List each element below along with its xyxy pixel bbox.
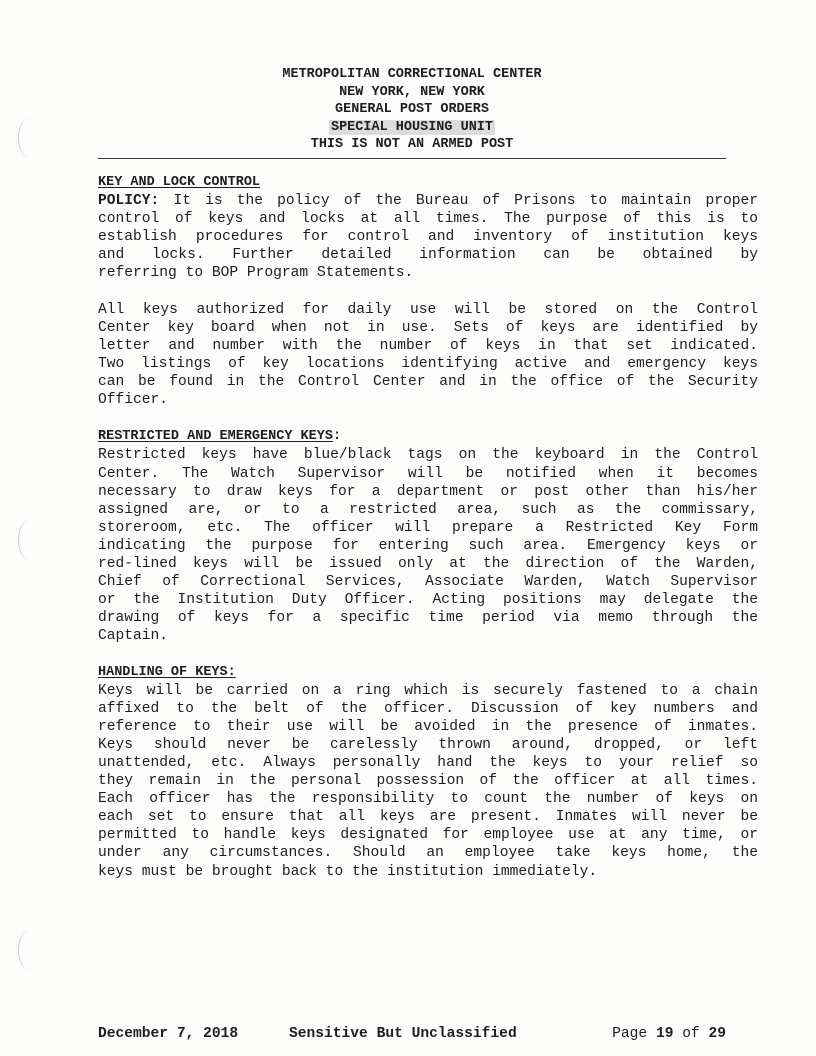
paragraph-line: under any circumstances. Should an employee take keys home, the [98, 845, 758, 862]
paragraph-line: Each officer has the responsibility to count the number of keys on [98, 791, 758, 808]
paragraph-line: All keys authorized for daily use will be stored on the Control [98, 301, 758, 318]
paragraph-line: or the Institution Duty Officer. Acting positions may delegate the [98, 592, 758, 609]
footer-page-number: Page 19 of 29 [612, 1026, 726, 1042]
paragraph-line: red-lined keys will be issued only at the direction of the Warden, [98, 555, 758, 572]
paragraph-line: can be found in the Control Center and in the office of the Security [98, 374, 758, 391]
paragraph-line: drawing of keys for a specific time period via memo through the [98, 610, 758, 627]
paragraph-line: Center. The Watch Supervisor will be notified when it becomes [98, 465, 758, 482]
paragraph-line: Captain. [98, 628, 169, 645]
paragraph-line: they remain in the personal possession of the officer at all times. [98, 773, 758, 790]
header-divider [98, 158, 726, 159]
paragraph-line: unattended, etc. Always personally hand the keys to your relief so [98, 755, 758, 771]
paragraph-line: storeroom, etc. The officer will prepare a Restricted Key Form [98, 519, 758, 536]
paragraph-line: reference to their use will be avoided in the presence of inmates. [98, 718, 758, 735]
paragraph-line: control of keys and locks at all times. The purpose of this is to [98, 211, 758, 228]
paragraph-line: and locks. Further detailed information can be obtained by [98, 247, 758, 264]
paragraph-line: Officer. [98, 392, 169, 409]
paragraph-line: Two listings of key locations identifying active and emergency keys [98, 355, 758, 372]
key-storage-paragraph [98, 301, 758, 410]
section-heading-handling: HANDLING OF KEYS: [98, 664, 236, 680]
paragraph-line: referring to BOP Program Statements. [98, 265, 414, 282]
punch-hole-mark [18, 520, 41, 560]
policy-label: POLICY: [98, 193, 160, 210]
section-heading-key-lock: KEY AND LOCK CONTROL [98, 175, 261, 190]
paragraph-line: indicating the purpose for entering such area. Emergency keys or [98, 537, 758, 554]
paragraph-line: Keys should never be carelessly thrown around, dropped, or left [98, 736, 758, 753]
paragraph-line: keys must be brought back to the institution immediately. [98, 863, 598, 880]
document-body [98, 174, 758, 881]
paragraph-line: permitted to handle keys designated for employee use at any time, or [98, 827, 758, 844]
paragraph-line: assigned are, or to a restricted area, such as the commissary, [98, 501, 758, 518]
header-post-status: THIS IS NOT AN ARMED POST [310, 137, 514, 153]
paragraph-line: affixed to the belt of the officer. Discussion of key numbers and [98, 700, 758, 717]
paragraph-line: letter and number with the number of keys in that set indicated. [98, 337, 758, 354]
document-header [98, 66, 726, 154]
header-orders-type: GENERAL POST ORDERS [335, 102, 489, 118]
header-location: NEW YORK, NEW YORK [339, 84, 485, 100]
paragraph-line: each set to ensure that all keys are present. Inmates will never be [98, 809, 758, 826]
restricted-keys-paragraph [98, 446, 758, 645]
paragraph-line: Chief of Correctional Services, Associate Warden, Watch Supervisor [98, 574, 758, 591]
paragraph-line: It is the policy of the Bureau of Prisons to maintain proper [159, 193, 758, 210]
policy-paragraph [98, 192, 758, 282]
paragraph-line: Center key board when not in use. Sets of keys are identified by [98, 319, 758, 336]
footer-date: December 7, 2018 [98, 1026, 239, 1042]
paragraph-line: establish procedures for control and inventory of institution keys [98, 229, 758, 246]
paragraph-line: necessary to draw keys for a department or post other than his/her [98, 483, 758, 500]
header-institution: METROPOLITAN CORRECTIONAL CENTER [282, 67, 542, 82]
paragraph-line: Keys will be carried on a ring which is securely fastened to a chain [98, 682, 758, 699]
header-unit: SPECIAL HOUSING UNIT [330, 119, 494, 135]
punch-hole-mark [18, 930, 41, 970]
footer-classification: Sensitive But Unclassified [289, 1026, 517, 1042]
paragraph-line: Restricted keys have blue/black tags on the keyboard in the Control [98, 447, 758, 464]
punch-hole-mark [18, 118, 41, 158]
section-heading-restricted: RESTRICTED AND EMERGENCY KEYS: [98, 429, 342, 445]
handling-keys-paragraph [98, 682, 758, 881]
